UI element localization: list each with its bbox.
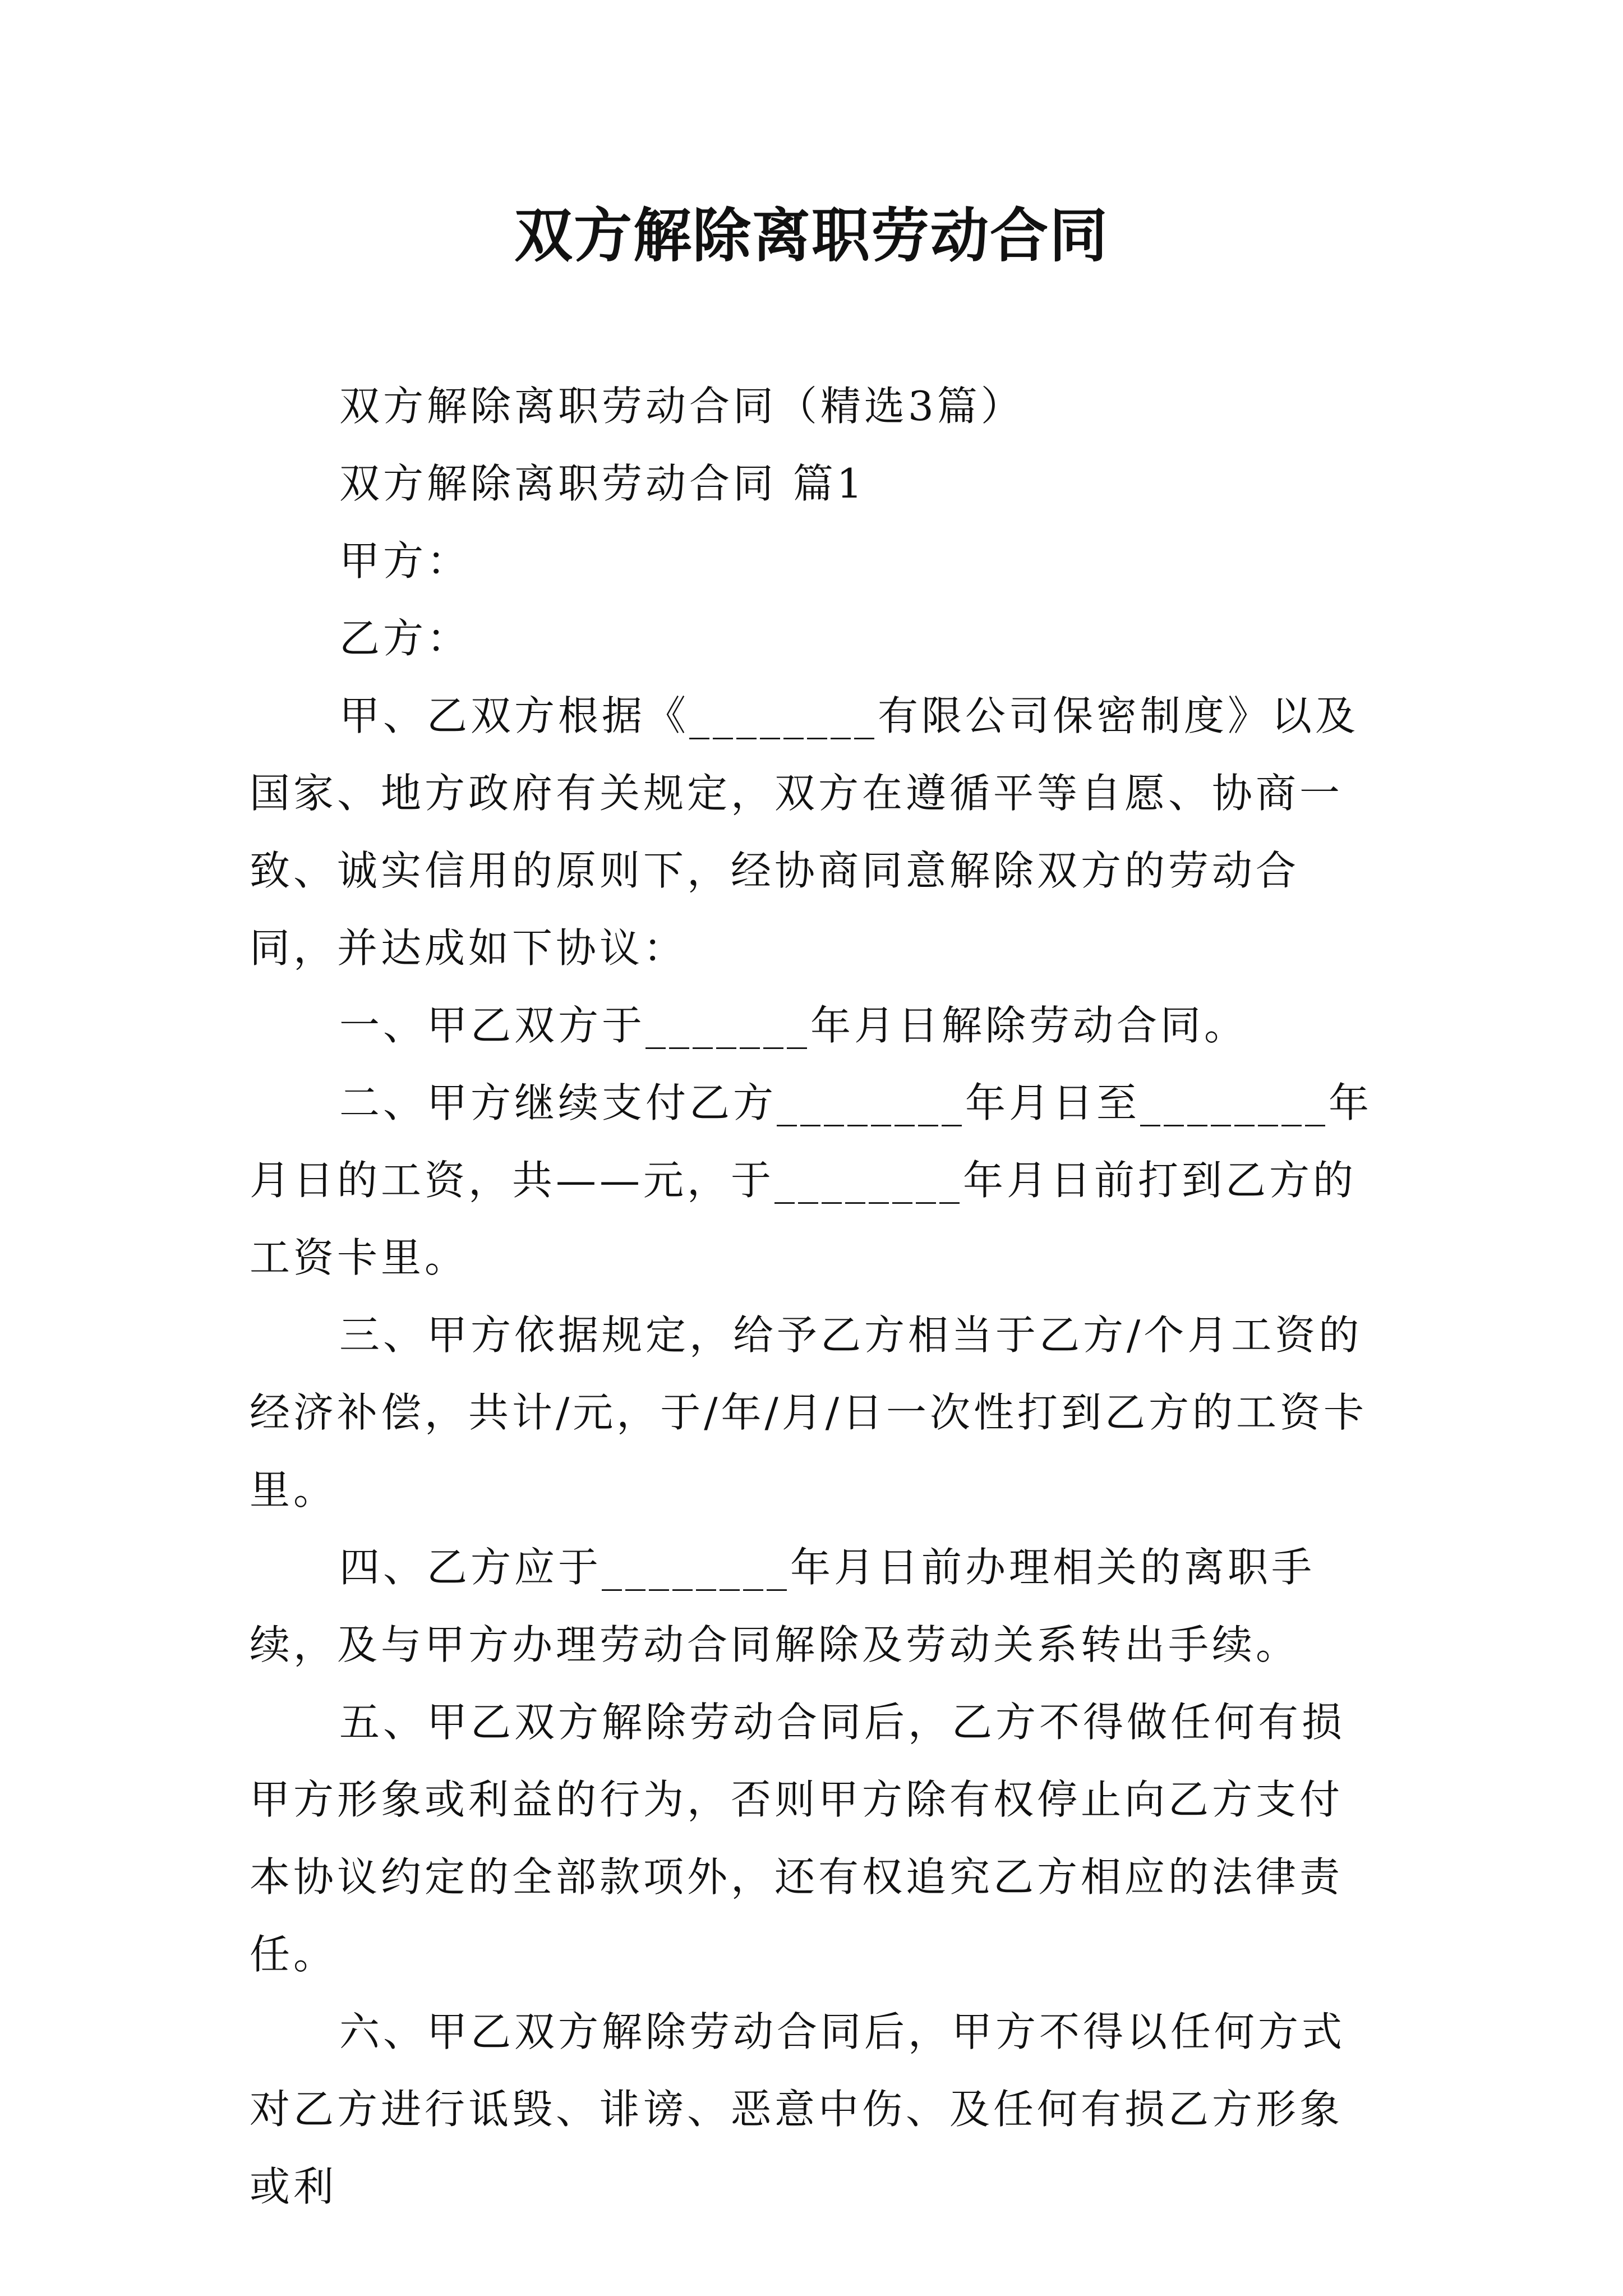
paragraph-clause-4: 四、乙方应于________年月日前办理相关的离职手续，及与甲方办理劳动合同解除及劳动关系转出手续。 xyxy=(250,1544,1316,1668)
paragraph-section-heading: 双方解除离职劳动合同 篇1 xyxy=(339,460,866,507)
paragraph-clause-1: 一、甲乙双方于_______年月日解除劳动合同。 xyxy=(339,1002,1248,1049)
paragraph-party-b: 乙方： xyxy=(339,615,471,662)
document-title: 双方解除离职劳动合同 xyxy=(514,201,1109,270)
paragraph-clause-6: 六、甲乙双方解除劳动合同后，甲方不得以任何方式对乙方进行诋毁、诽谤、恶意中伤、及任何有损乙方形象或利 xyxy=(250,2008,1346,2210)
paragraph-subtitle: 双方解除离职劳动合同（精选3篇） xyxy=(339,383,1025,430)
document-body xyxy=(250,367,1377,2225)
paragraph-preamble: 甲、乙双方根据《________有限公司保密制度》以及国家、地方政府有关规定，双方在遵循平等自愿、协商一致、诚实信用的原则下，经协商同意解除双方的劳动合同，并达成如下协议： xyxy=(250,692,1359,972)
paragraph-clause-3: 三、甲方依据规定，给予乙方相当于乙方/个月工资的经济补偿，共计/元，于/年/月/日一次性打到乙方的工资卡里。 xyxy=(250,1312,1368,1513)
paragraph-clause-2: 二、甲方继续支付乙方________年月日至________年月日的工资，共——元，于________年月日前打到乙方的工资卡里。 xyxy=(250,1079,1373,1281)
paragraph-party-a: 甲方： xyxy=(339,537,471,585)
paragraph-clause-5: 五、甲乙双方解除劳动合同后，乙方不得做任何有损甲方形象或利益的行为，否则甲方除有权停止向乙方支付本协议约定的全部款项外，还有权追究乙方相应的法律责任。 xyxy=(250,1699,1346,1978)
